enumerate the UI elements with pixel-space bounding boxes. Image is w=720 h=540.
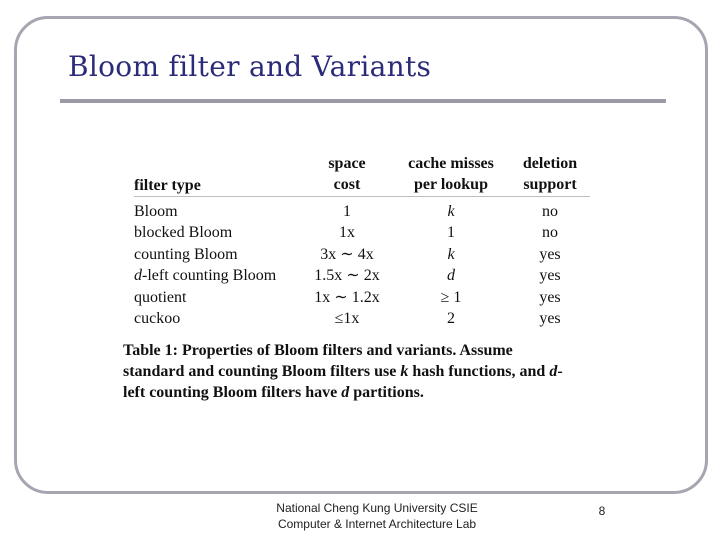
table-row [134, 308, 590, 329]
header-cache-misses-line2: per lookup [414, 176, 488, 193]
cell-cache: 2 [447, 309, 455, 327]
table-row [134, 287, 590, 308]
caption-part1: Table 1: Properties of Bloom filters and variants. Assume standard and counting Bloom filters use [123, 342, 513, 380]
header-space-cost-line2: cost [333, 176, 361, 193]
caption-part3: -left counting Bloom filters have [123, 363, 563, 401]
caption-part2: hash functions, and [408, 363, 550, 380]
header-cache-misses-line1: cache misses [408, 155, 494, 172]
properties-table [134, 150, 590, 329]
header-filter-type: filter type [134, 177, 201, 194]
table-header [134, 150, 590, 197]
cell-space: 1.5x ∼ 2x [314, 267, 380, 285]
page-number: 8 [598, 504, 606, 518]
cell-filter: blocked Bloom [134, 224, 233, 242]
table-caption [123, 340, 573, 403]
cell-deletion: no [542, 203, 558, 220]
table-row [134, 265, 590, 286]
cell-space: 1x ∼ 1.2x [314, 288, 380, 306]
footer-line2: Computer & Internet Architecture Lab [277, 517, 477, 531]
header-space-cost [286, 153, 408, 195]
cell-space: 1x [339, 224, 355, 242]
caption-d: d [549, 363, 558, 380]
cell-space: 3x ∼ 4x [320, 245, 374, 263]
cell-space: 1 [343, 203, 351, 220]
caption-part4: partitions. [349, 384, 424, 401]
title-divider [60, 99, 666, 103]
cell-deletion: yes [539, 309, 561, 327]
cell-filter-rest: -left counting Bloom [142, 267, 277, 285]
cell-deletion: no [542, 224, 558, 242]
header-deletion-support-line2: support [523, 176, 577, 193]
cell-space: ≤1x [334, 309, 360, 327]
cell-cache: k [447, 203, 455, 220]
cell-cache: ≥ 1 [440, 288, 462, 306]
slide-title: Bloom filter and Variants [68, 50, 432, 83]
cell-deletion: yes [539, 267, 561, 285]
cell-filter: cuckoo [134, 309, 181, 327]
cell-cache: k [447, 245, 455, 263]
cell-filter: Bloom [134, 203, 178, 220]
cell-deletion: yes [539, 245, 561, 263]
caption-d2: d [341, 384, 350, 401]
cell-cache: 1 [447, 224, 455, 242]
header-space-cost-line1: space [328, 155, 366, 172]
table-body [134, 197, 590, 329]
table-row [134, 201, 590, 222]
header-deletion-support [510, 153, 590, 195]
caption-k: k [400, 363, 409, 380]
cell-filter: quotient [134, 288, 187, 306]
table-row [134, 244, 590, 265]
cell-filter: counting Bloom [134, 245, 238, 263]
footer-line1: National Cheng Kung University CSIE [276, 501, 478, 515]
cell-filter [134, 265, 276, 286]
table-row [134, 222, 590, 243]
cell-cache: d [447, 267, 455, 285]
cell-filter-prefix: d [134, 267, 142, 285]
footer [232, 500, 522, 532]
header-cache-misses [392, 153, 510, 195]
cell-deletion: yes [539, 288, 561, 306]
header-deletion-support-line1: deletion [522, 155, 578, 172]
